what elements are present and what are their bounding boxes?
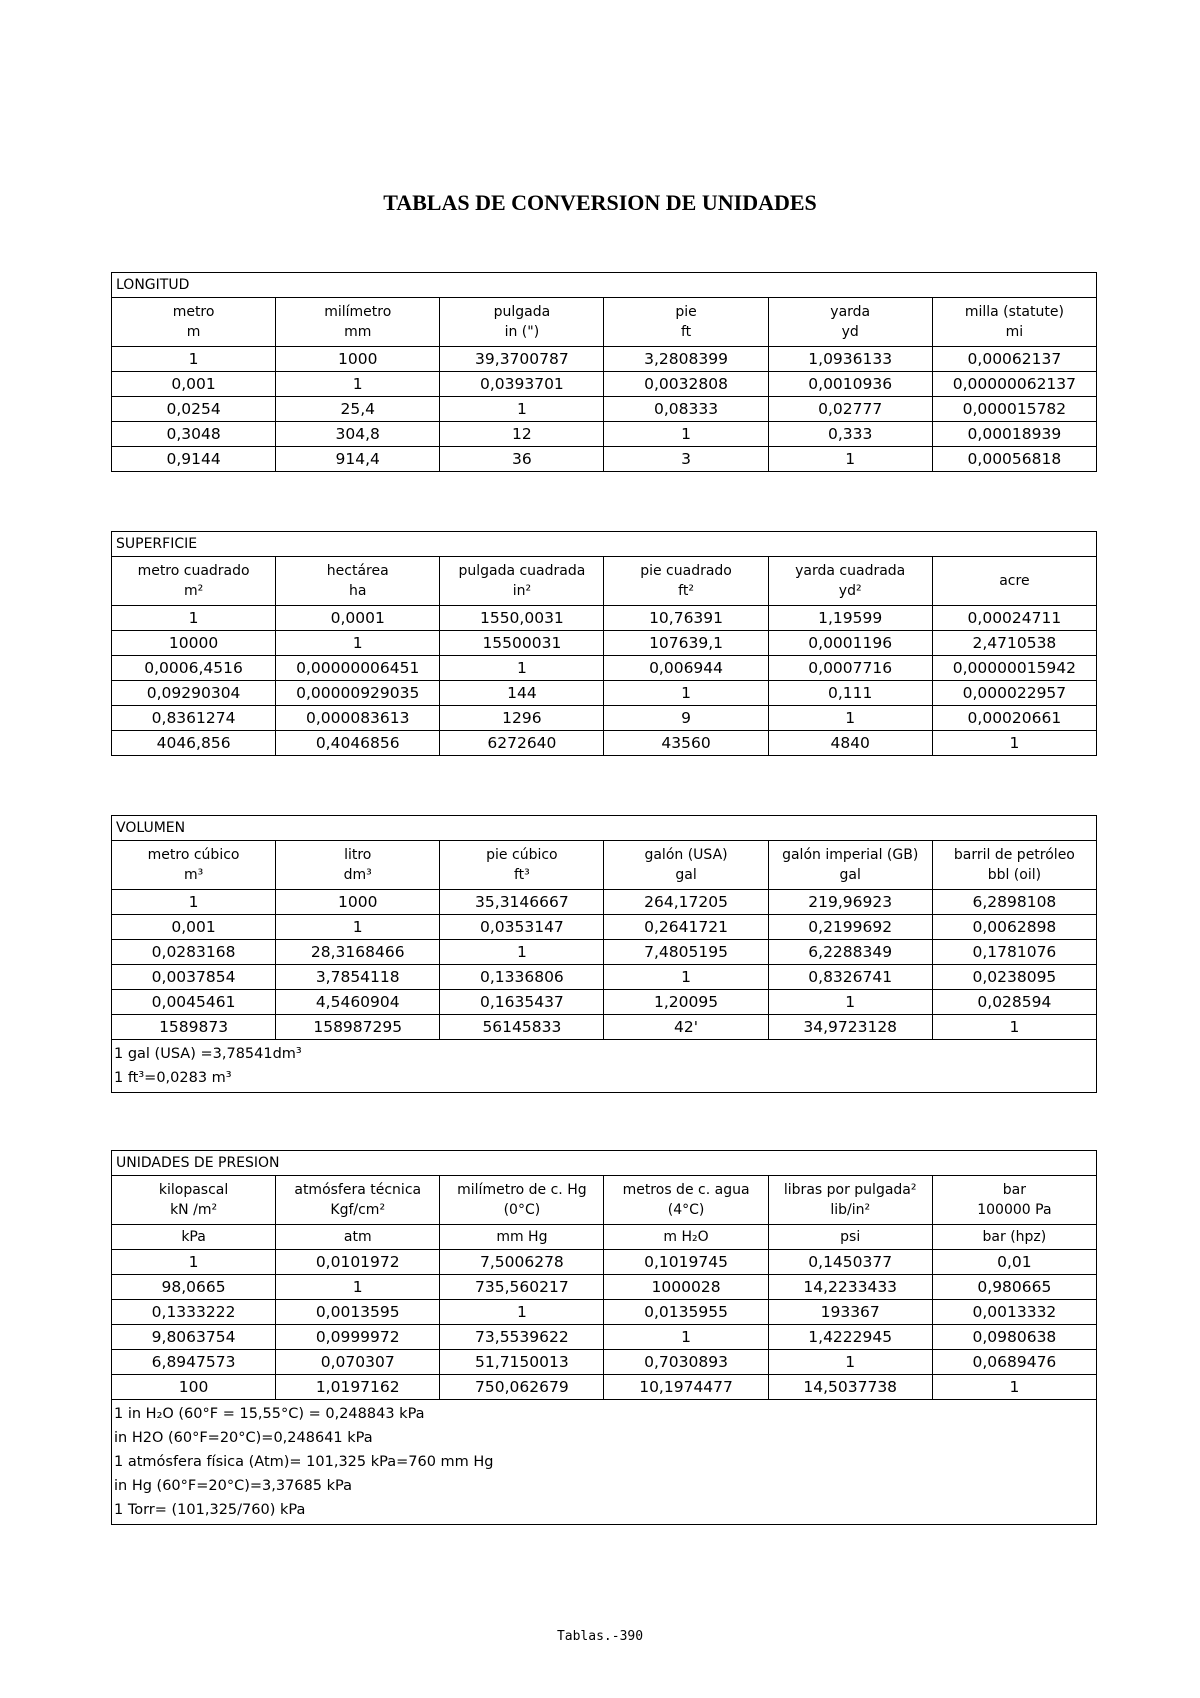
column-header-unit: bbl (oil) [987, 867, 1042, 883]
table-cell: 0,0980638 [932, 1325, 1096, 1350]
table-cell: 0,1450377 [768, 1250, 932, 1275]
table-cell: 0,111 [768, 681, 932, 706]
column-header-unit: ft³ [513, 867, 530, 883]
table-cell: 0,0045461 [112, 990, 276, 1015]
table-cell: 0,08333 [604, 397, 768, 422]
table-cell: 73,5539622 [440, 1325, 604, 1350]
table-cell: 0,00062137 [932, 347, 1096, 372]
table-cell: 0,01 [932, 1250, 1096, 1275]
page-title: TABLAS DE CONVERSION DE UNIDADES [383, 190, 817, 215]
column-header-name: bar [1002, 1182, 1026, 1198]
table-cell: 0,006944 [604, 656, 768, 681]
column-header [604, 1176, 768, 1225]
column-header-unit: kN /m² [170, 1202, 218, 1218]
table-cell: 0,0393701 [440, 372, 604, 397]
table-cell: 6,8947573 [112, 1350, 276, 1375]
table-cell: 3,2808399 [604, 347, 768, 372]
table-cell: 1 [440, 1300, 604, 1325]
table-cell: 1,19599 [768, 606, 932, 631]
table-cell: 1 [440, 397, 604, 422]
table-cell: 15500031 [440, 631, 604, 656]
table-cell: 0,0689476 [932, 1350, 1096, 1375]
table-cell: 0,1781076 [932, 940, 1096, 965]
table-row [112, 606, 1097, 631]
column-header [768, 298, 932, 347]
section-title-row [112, 816, 1097, 841]
section-title: UNIDADES DE PRESION [112, 1151, 1097, 1176]
column-header [112, 841, 276, 890]
table-cell: 4840 [768, 731, 932, 756]
table-cell: 0,1635437 [440, 990, 604, 1015]
table-row [112, 940, 1097, 965]
table-cell: 0,000083613 [276, 706, 440, 731]
column-header-name: milímetro de c. Hg [457, 1182, 587, 1198]
column-header-unit: ft² [678, 583, 694, 599]
notes-row [112, 1040, 1097, 1093]
table-cell: 1 [112, 1250, 276, 1275]
table-row [112, 447, 1097, 472]
table-cell: 14,2233433 [768, 1275, 932, 1300]
table-cell: 0,3048 [112, 422, 276, 447]
header-row [112, 557, 1097, 606]
table-cell: 750,062679 [440, 1375, 604, 1400]
notes [112, 1400, 1097, 1525]
table-cell: 1 [932, 731, 1096, 756]
table-cell: 28,3168466 [276, 940, 440, 965]
column-header-unit: m [186, 324, 201, 340]
table-cell: 0,0353147 [440, 915, 604, 940]
table-row [112, 397, 1097, 422]
note-line: in Hg (60°F=20°C)=3,37685 kPa [114, 1478, 352, 1494]
table-row [112, 915, 1097, 940]
table-row [112, 965, 1097, 990]
note-line: 1 Torr= (101,325/760) kPa [114, 1502, 306, 1518]
column-header-unit: lib/in² [830, 1202, 871, 1218]
column-header [440, 557, 604, 606]
table-cell: 0,00018939 [932, 422, 1096, 447]
table-cell: 0,00000015942 [932, 656, 1096, 681]
table-cell: 0,0013332 [932, 1300, 1096, 1325]
table-cell: 51,7150013 [440, 1350, 604, 1375]
table-cell: 3 [604, 447, 768, 472]
column-header-unit: gal [839, 867, 861, 883]
note-line: 1 ft³=0,0283 m³ [114, 1070, 232, 1086]
table-cell: 1 [112, 347, 276, 372]
column-header [276, 841, 440, 890]
column-header [604, 841, 768, 890]
table-cell: 1 [276, 915, 440, 940]
table-cell: 6,2898108 [932, 890, 1096, 915]
table-cell: 144 [440, 681, 604, 706]
table-cell: 6272640 [440, 731, 604, 756]
section-title-row [112, 532, 1097, 557]
table-cell: 0,00024711 [932, 606, 1096, 631]
column-header-name: galón (USA) [644, 847, 728, 863]
table-cell: 1 [768, 706, 932, 731]
table-cell: 1 [768, 447, 932, 472]
table-cell: 1,0197162 [276, 1375, 440, 1400]
table-cell: 14,5037738 [768, 1375, 932, 1400]
column-header-name: atmósfera técnica [294, 1182, 422, 1198]
column-header [440, 841, 604, 890]
table-cell: 0,02777 [768, 397, 932, 422]
table-cell: 0,1333222 [112, 1300, 276, 1325]
table-cell: 10,1974477 [604, 1375, 768, 1400]
column-header-name: hectárea [326, 563, 389, 579]
table-cell: 36 [440, 447, 604, 472]
table-cell: 219,96923 [768, 890, 932, 915]
column-header-name: pie cuadrado [640, 563, 732, 579]
table-cell: 1000 [276, 890, 440, 915]
table-cell: 0,0010936 [768, 372, 932, 397]
column-header [768, 841, 932, 890]
table-cell: 0,7030893 [604, 1350, 768, 1375]
note-line: 1 in H₂O (60°F = 15,55°C) = 0,248843 kPa [114, 1406, 425, 1422]
table-cell: 1 [440, 656, 604, 681]
table-cell: 1 [604, 422, 768, 447]
column-header-unit: yd [841, 324, 859, 340]
table-cell: 98,0665 [112, 1275, 276, 1300]
table-cell: 0,00000062137 [932, 372, 1096, 397]
table-cell: 0,1019745 [604, 1250, 768, 1275]
column-header-name: litro [344, 847, 372, 863]
column-header-name: barril de petróleo [953, 847, 1075, 863]
table-cell: 10000 [112, 631, 276, 656]
table-cell: 158987295 [276, 1015, 440, 1040]
table-cell: 0,0013595 [276, 1300, 440, 1325]
table-cell: 0,0254 [112, 397, 276, 422]
column-header-unit: (4°C) [667, 1202, 705, 1218]
column-header-name: metro cuadrado [137, 563, 250, 579]
table-row [112, 631, 1097, 656]
table-cell: 735,560217 [440, 1275, 604, 1300]
table-cell: 1 [440, 940, 604, 965]
table-cell: 42' [604, 1015, 768, 1040]
unit-cell: psi [768, 1225, 932, 1250]
superficie-table [111, 531, 1097, 756]
table-row [112, 656, 1097, 681]
column-header-unit: mm [344, 324, 372, 340]
column-header [112, 298, 276, 347]
table-cell: 1 [112, 606, 276, 631]
column-header-name: pulgada [493, 304, 551, 320]
table-cell: 1 [932, 1015, 1096, 1040]
table-cell: 0,00000929035 [276, 681, 440, 706]
table-cell: 193367 [768, 1300, 932, 1325]
table-cell: 0,333 [768, 422, 932, 447]
column-header-name: metros de c. agua [622, 1182, 750, 1198]
column-header-unit: m² [183, 583, 204, 599]
table-cell: 9 [604, 706, 768, 731]
section-title-row [112, 1151, 1097, 1176]
table-cell: 56145833 [440, 1015, 604, 1040]
column-header [112, 557, 276, 606]
table-cell: 0,9144 [112, 447, 276, 472]
column-header [932, 557, 1096, 606]
table-cell: 0,0101972 [276, 1250, 440, 1275]
table-cell: 0,8326741 [768, 965, 932, 990]
note-line: 1 gal (USA) =3,78541dm³ [114, 1046, 302, 1062]
column-header-name: libras por pulgada² [783, 1182, 917, 1198]
column-header [932, 1176, 1096, 1225]
section-title: LONGITUD [112, 273, 1097, 298]
table-cell: 1 [604, 681, 768, 706]
table-cell: 0,000022957 [932, 681, 1096, 706]
table-cell: 100 [112, 1375, 276, 1400]
header-row [112, 298, 1097, 347]
column-header [768, 1176, 932, 1225]
column-header [276, 298, 440, 347]
table-cell: 35,3146667 [440, 890, 604, 915]
table-cell: 43560 [604, 731, 768, 756]
table-cell: 1589873 [112, 1015, 276, 1040]
column-header-name: metro [172, 304, 215, 320]
table-row [112, 1250, 1097, 1275]
section-title: VOLUMEN [112, 816, 1097, 841]
table-cell: 0,0037854 [112, 965, 276, 990]
column-header-unit: dm³ [343, 867, 372, 883]
column-header-unit: yd² [838, 583, 862, 599]
table-cell: 1 [276, 631, 440, 656]
column-header [604, 557, 768, 606]
table-cell: 25,4 [276, 397, 440, 422]
column-header-name: milla (statute) [964, 304, 1064, 320]
table-cell: 0,001 [112, 372, 276, 397]
column-header-name: acre [999, 573, 1030, 589]
table-cell: 0,00020661 [932, 706, 1096, 731]
table-cell: 7,4805195 [604, 940, 768, 965]
column-header-name: pie [675, 304, 697, 320]
header-row [112, 1176, 1097, 1225]
table-row [112, 372, 1097, 397]
column-header-name: pie cúbico [486, 847, 558, 863]
table-cell: 1000028 [604, 1275, 768, 1300]
table-cell: 0,8361274 [112, 706, 276, 731]
table-cell: 0,0283168 [112, 940, 276, 965]
table-cell: 0,0007716 [768, 656, 932, 681]
table-cell: 9,8063754 [112, 1325, 276, 1350]
table-row [112, 731, 1097, 756]
column-header-unit: m³ [183, 867, 204, 883]
volumen-table [111, 815, 1097, 1093]
table-cell: 0,00000006451 [276, 656, 440, 681]
table-cell: 0,000015782 [932, 397, 1096, 422]
table-cell: 0,0001196 [768, 631, 932, 656]
table-cell: 4046,856 [112, 731, 276, 756]
column-header [932, 841, 1096, 890]
table-cell: 0,0062898 [932, 915, 1096, 940]
column-header [440, 1176, 604, 1225]
table-cell: 1 [768, 990, 932, 1015]
table-cell: 39,3700787 [440, 347, 604, 372]
page-footer: Tablas.-390 [556, 1629, 644, 1644]
notes [112, 1040, 1097, 1093]
table-cell: 1 [112, 890, 276, 915]
table-row [112, 890, 1097, 915]
table-cell: 107639,1 [604, 631, 768, 656]
table-cell: 1,4222945 [768, 1325, 932, 1350]
table-cell: 0,980665 [932, 1275, 1096, 1300]
table-cell: 0,0032808 [604, 372, 768, 397]
column-header-unit: mi [1005, 324, 1024, 340]
table-cell: 1 [932, 1375, 1096, 1400]
table-cell: 304,8 [276, 422, 440, 447]
table-cell: 3,7854118 [276, 965, 440, 990]
table-cell: 0,001 [112, 915, 276, 940]
table-cell: 0,1336806 [440, 965, 604, 990]
table-cell: 1 [604, 965, 768, 990]
column-header-unit: in (") [504, 324, 540, 340]
notes-row [112, 1400, 1097, 1525]
column-header-name: yarda [830, 304, 871, 320]
column-header-unit: Kgf/cm² [330, 1202, 386, 1218]
section-title: SUPERFICIE [112, 532, 1097, 557]
column-header-name: milímetro [324, 304, 392, 320]
column-header-name: kilopascal [158, 1182, 229, 1198]
table-cell: 34,9723128 [768, 1015, 932, 1040]
table-cell: 1550,0031 [440, 606, 604, 631]
table-row [112, 706, 1097, 731]
table-cell: 914,4 [276, 447, 440, 472]
column-header-name: pulgada cuadrada [458, 563, 586, 579]
table-cell: 0,2199692 [768, 915, 932, 940]
table-cell: 0,00056818 [932, 447, 1096, 472]
table-cell: 4,5460904 [276, 990, 440, 1015]
table-cell: 0,2641721 [604, 915, 768, 940]
column-header-unit: ha [349, 583, 367, 599]
column-header-unit: in² [512, 583, 532, 599]
header-row [112, 841, 1097, 890]
table-cell: 1,0936133 [768, 347, 932, 372]
column-header [440, 298, 604, 347]
column-header-name: galón imperial (GB) [782, 847, 919, 863]
table-cell: 1,20095 [604, 990, 768, 1015]
table-row [112, 1350, 1097, 1375]
table-row [112, 1275, 1097, 1300]
table-row [112, 1015, 1097, 1040]
table-row [112, 1325, 1097, 1350]
longitud-table [111, 272, 1097, 472]
unit-cell: atm [276, 1225, 440, 1250]
table-cell: 1 [768, 1350, 932, 1375]
table-cell: 10,76391 [604, 606, 768, 631]
table-cell: 0,0001 [276, 606, 440, 631]
column-header [276, 1176, 440, 1225]
table-cell: 0,0238095 [932, 965, 1096, 990]
table-cell: 0,0999972 [276, 1325, 440, 1350]
note-line: 1 atmósfera física (Atm)= 101,325 kPa=760 mm Hg [114, 1454, 494, 1470]
unit-cell: kPa [112, 1225, 276, 1250]
table-cell: 6,2288349 [768, 940, 932, 965]
column-header-name: metro cúbico [147, 847, 240, 863]
unit-cell: mm Hg [440, 1225, 604, 1250]
table-row [112, 347, 1097, 372]
table-cell: 0,028594 [932, 990, 1096, 1015]
table-cell: 0,09290304 [112, 681, 276, 706]
table-cell: 0,0006,4516 [112, 656, 276, 681]
table-cell: 7,5006278 [440, 1250, 604, 1275]
column-header [932, 298, 1096, 347]
presion-table [111, 1150, 1097, 1525]
table-cell: 2,4710538 [932, 631, 1096, 656]
table-cell: 0,0135955 [604, 1300, 768, 1325]
column-header [768, 557, 932, 606]
column-header [276, 557, 440, 606]
table-row [112, 422, 1097, 447]
column-header-name: yarda cuadrada [795, 563, 906, 579]
unit-cell: m H₂O [604, 1225, 768, 1250]
table-cell: 1 [604, 1325, 768, 1350]
table-cell: 1000 [276, 347, 440, 372]
table-cell: 12 [440, 422, 604, 447]
section-title-row [112, 273, 1097, 298]
table-cell: 264,17205 [604, 890, 768, 915]
table-row [112, 681, 1097, 706]
table-row [112, 1375, 1097, 1400]
table-cell: 0,070307 [276, 1350, 440, 1375]
table-cell: 0,4046856 [276, 731, 440, 756]
table-cell: 1 [276, 1275, 440, 1300]
column-header-unit: ft [680, 324, 692, 340]
table-row [112, 990, 1097, 1015]
column-header-unit: 100000 Pa [977, 1202, 1052, 1218]
column-header-unit: gal [675, 867, 697, 883]
column-header [112, 1176, 276, 1225]
note-line: in H2O (60°F=20°C)=0,248641 kPa [114, 1430, 373, 1446]
table-cell: 1296 [440, 706, 604, 731]
column-header-unit: (0°C) [503, 1202, 541, 1218]
unit-cell: bar (hpz) [932, 1225, 1096, 1250]
table-row [112, 1300, 1097, 1325]
units-row [112, 1225, 1097, 1250]
table-cell: 1 [276, 372, 440, 397]
column-header [604, 298, 768, 347]
